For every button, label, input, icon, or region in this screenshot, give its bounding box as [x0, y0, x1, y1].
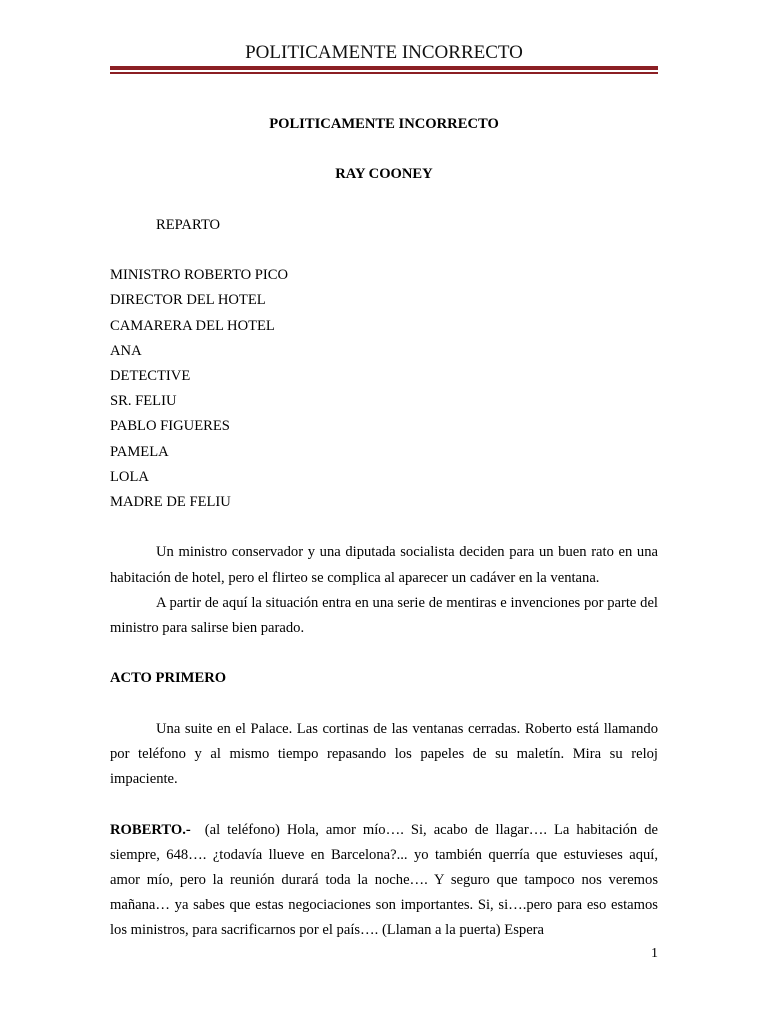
cast-item: DIRECTOR DEL HOTEL	[110, 292, 266, 309]
cast-item: LOLA	[110, 468, 149, 485]
page-body	[110, 112, 658, 944]
header-rule-thin	[110, 72, 658, 74]
running-header-title: POLITICAMENTE INCORRECTO	[245, 42, 523, 63]
cast-item: CAMARERA DEL HOTEL	[110, 317, 275, 334]
synopsis-paragraph: Un ministro conservador y una diputada socialista deciden para un buen rato en una habitación de hotel, pero el flirteo se complica al aparecer un cadáver en la ventana.	[110, 544, 658, 586]
document-title: POLITICAMENTE INCORRECTO	[269, 116, 499, 132]
cast-list	[110, 263, 658, 515]
cast-item: SR. FELIU	[110, 393, 177, 410]
cast-item: DETECTIVE	[110, 367, 191, 384]
header-rule-thick	[110, 66, 658, 70]
speaker-name: ROBERTO.-	[110, 821, 191, 838]
cast-item: PABLO FIGUERES	[110, 418, 230, 435]
dialogue-block	[110, 818, 658, 944]
stage-direction: Una suite en el Palace. Las cortinas de las ventanas cerradas. Roberto está llamando por teléfono y al mismo tiempo repasando los papeles de su maletín. Mira su reloj impaciente.	[110, 720, 658, 788]
cast-item: PAMELA	[110, 443, 169, 460]
act-heading: ACTO PRIMERO	[110, 670, 227, 687]
author: RAY COONEY	[335, 166, 433, 183]
dialogue-text: (al teléfono) Hola, amor mío…. Si, acabo de llagar…. La habitación de siempre, 648…. ¿todavía llueve en Barcelona?... yo también querría que estuvieses aquí, amor mío, pero la reunión durará toda la noche…. Y seguro que tampoco nos veremos mañana… ya sabes que estas negociaciones son importantes. Si, si….pero para eso estamos los ministros, para sacrificarnos por el país…. (Llaman a la puerta) Espera	[110, 821, 659, 939]
cast-heading: REPARTO	[156, 216, 221, 233]
cast-item: ANA	[110, 342, 142, 359]
cast-item: MADRE DE FELIU	[110, 494, 231, 510]
page-number: 1	[651, 946, 658, 961]
cast-item: MINISTRO ROBERTO PICO	[110, 267, 289, 284]
synopsis-paragraph: A partir de aquí la situación entra en una serie de mentiras e invenciones por parte del ministro para salirse bien parado.	[110, 594, 658, 636]
